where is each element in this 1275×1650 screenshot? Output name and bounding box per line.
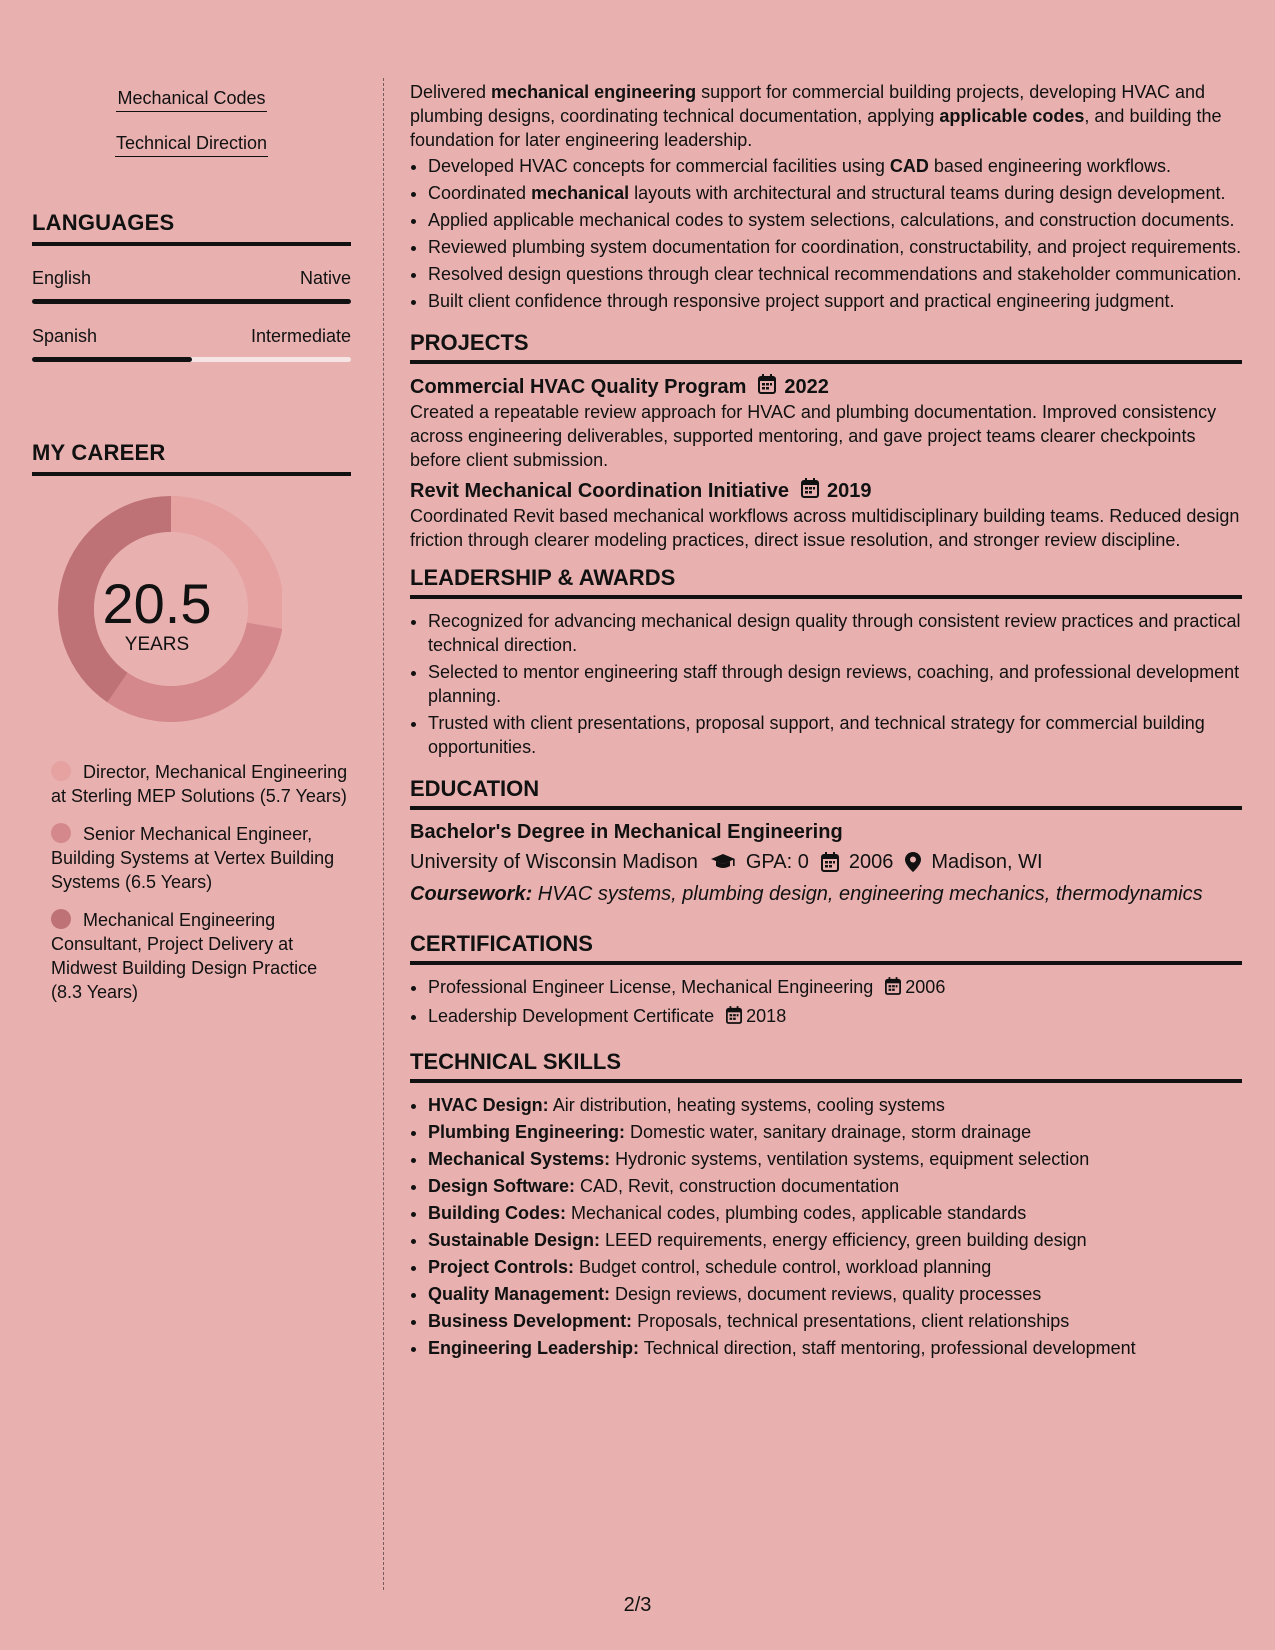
skill-tag: Technical Direction <box>115 133 268 157</box>
bullet-text: based engineering workflows. <box>928 156 1171 176</box>
bullet-text: Reviewed plumbing system documentation for coordination, constructability, and project requirements. <box>428 237 1242 257</box>
career-item <box>51 822 351 894</box>
summary-text: , and building the foundation for later engineering leadership. <box>410 106 1222 150</box>
career-item <box>51 908 351 1004</box>
career-item-text: Senior Mechanical Engineer, Building Systems at Vertex Building Systems (6.5 Years) <box>51 824 335 892</box>
bullet-text: Developed HVAC concepts for commercial facilities using <box>428 156 890 176</box>
bullet-bold: CAD <box>889 156 929 176</box>
career-title: MY CAREER <box>32 440 351 476</box>
skill-label: Quality Management: <box>428 1284 611 1304</box>
experience-bullet <box>428 262 1242 286</box>
skill-value: Proposals, technical presentations, client relationships <box>632 1311 1070 1331</box>
project-year: 2019 <box>826 480 872 502</box>
skill-tag: Mechanical Codes <box>116 88 266 112</box>
leadership-item: • Selected to mentor engineering staff through design reviews, coaching, and professional development planning. <box>428 660 1242 708</box>
career-item <box>51 760 351 808</box>
education-degree: Bachelor's Degree in Mechanical Engineering <box>410 821 843 843</box>
bullet-text: Coordinated <box>428 183 532 203</box>
technical-skills-list <box>410 1093 1242 1360</box>
career-list <box>32 760 351 1004</box>
skill-tags <box>32 78 351 168</box>
skill-value: Domestic water, sanitary drainage, storm drainage <box>625 1122 1032 1142</box>
skill-value: Hydronic systems, ventilation systems, equipment selection <box>610 1149 1090 1169</box>
skill-value: Mechanical codes, plumbing codes, applicable standards <box>566 1203 1027 1223</box>
calendar-icon <box>821 852 839 872</box>
education-details <box>410 850 1242 874</box>
project-name: Revit Mechanical Coordination Initiative <box>410 480 789 502</box>
skill-value: Air distribution, heating systems, cooling systems <box>548 1095 945 1115</box>
project-item <box>410 374 1242 472</box>
language-spanish <box>32 326 351 362</box>
project-description: Created a repeatable review approach for HVAC and plumbing documentation. Improved consistency across engineering deliverables, supported mentoring, and gave project teams clearer checkpoints before client submission. <box>410 402 1217 470</box>
education-location: Madison, WI <box>931 851 1043 873</box>
bullet-bold: mechanical <box>531 183 630 203</box>
skill-label: Business Development: <box>428 1311 633 1331</box>
skill-value: Budget control, schedule control, workload planning <box>574 1257 992 1277</box>
language-bar-fill <box>32 299 351 304</box>
projects-title: PROJECTS <box>410 331 1242 364</box>
technical-skill-item <box>428 1174 1242 1198</box>
summary-text: Delivered <box>410 82 492 102</box>
experience-bullet <box>428 208 1242 232</box>
career-item-text: Director, Mechanical Engineering at Sterling MEP Solutions (5.7 Years) <box>51 762 348 806</box>
calendar-icon <box>726 1006 742 1030</box>
coursework-text: HVAC systems, plumbing design, engineering mechanics, thermodynamics <box>532 883 1203 905</box>
technical-skill-item <box>428 1147 1242 1171</box>
certification-year: 2018 <box>746 1006 787 1026</box>
career-total: 20.5 <box>102 572 212 635</box>
summary-text: support for commercial building projects, developing HVAC and plumbing designs, coordinating technical documentation, applying <box>410 82 1206 126</box>
right-column <box>410 80 1242 1363</box>
career-donut <box>32 496 352 736</box>
skill-label: Project Controls: <box>428 1257 575 1277</box>
bullet-text: Applied applicable mechanical codes to system selections, calculations, and construction documents. <box>428 210 1235 230</box>
experience-bullet <box>428 154 1242 178</box>
languages-title: LANGUAGES <box>32 210 351 246</box>
certification-name: Leadership Development Certificate <box>428 1006 715 1026</box>
language-name: Spanish <box>32 326 98 346</box>
project-year: 2022 <box>784 376 829 398</box>
experience-bullets <box>410 154 1242 313</box>
skill-label: Design Software: <box>428 1176 576 1196</box>
technical-skill-item <box>428 1309 1242 1333</box>
certification-item <box>428 975 1242 1001</box>
leadership-item: • Trusted with client presentations, proposal support, and technical strategy for commercial building opportunities. <box>428 711 1242 759</box>
technical-skill-item <box>428 1255 1242 1279</box>
technical-skills-title: TECHNICAL SKILLS <box>410 1050 1242 1083</box>
leadership-list <box>410 609 1242 759</box>
technical-skill-item <box>428 1282 1242 1306</box>
career-dot-icon <box>51 761 71 781</box>
calendar-icon <box>801 478 819 504</box>
skill-value: CAD, Revit, construction documentation <box>575 1176 900 1196</box>
calendar-icon <box>758 374 776 400</box>
bullet-text: Built client confidence through responsive project support and practical engineering judgment. <box>428 291 1175 311</box>
certifications-title: CERTIFICATIONS <box>410 932 1242 965</box>
technical-skill-item <box>428 1201 1242 1225</box>
page-number: 2/3 <box>623 1594 652 1616</box>
education-school: University of Wisconsin Madison <box>410 851 698 873</box>
experience-bullet <box>428 181 1242 205</box>
career-dot-icon <box>51 823 71 843</box>
technical-skill-item <box>428 1093 1242 1117</box>
location-pin-icon <box>905 852 921 872</box>
leadership-title: LEADERSHIP & AWARDS <box>410 566 1242 599</box>
coursework-label: Coursework: <box>410 883 533 905</box>
left-column <box>32 78 351 1018</box>
calendar-icon <box>885 977 901 1001</box>
column-divider <box>383 78 384 1590</box>
bullet-text: layouts with architectural and structural teams during design development. <box>629 183 1226 203</box>
skill-value: LEED requirements, energy efficiency, green building design <box>600 1230 1087 1250</box>
graduation-cap-icon <box>710 853 736 871</box>
skill-value: Design reviews, document reviews, quality processes <box>610 1284 1042 1304</box>
language-bar <box>32 299 351 304</box>
experience-bullet <box>428 289 1242 313</box>
language-bar <box>32 357 351 362</box>
skill-label: Mechanical Systems: <box>428 1149 611 1169</box>
leadership-item: • Recognized for advancing mechanical design quality through consistent review practices and practical technical direction. <box>428 609 1242 657</box>
career-dot-icon <box>51 909 71 929</box>
project-item <box>410 478 1242 552</box>
certification-item <box>428 1004 1242 1030</box>
experience-summary <box>410 80 1242 152</box>
skill-label: Plumbing Engineering: <box>428 1122 625 1142</box>
summary-bold: applicable codes <box>939 106 1085 126</box>
bullet-text: Resolved design questions through clear technical recommendations and stakeholder communication. <box>428 264 1242 284</box>
language-english <box>32 268 351 304</box>
experience-bullet <box>428 235 1242 259</box>
language-bar-fill <box>32 357 192 362</box>
education-title: EDUCATION <box>410 777 1242 810</box>
project-name: Commercial HVAC Quality Program <box>410 376 747 398</box>
technical-skill-item <box>428 1120 1242 1144</box>
summary-bold: mechanical engineering <box>491 82 697 102</box>
technical-skill-item <box>428 1228 1242 1252</box>
language-name: English <box>32 268 92 288</box>
skill-value: Technical direction, staff mentoring, professional development <box>639 1338 1136 1358</box>
language-level: Native <box>299 268 351 288</box>
project-description: Coordinated Revit based mechanical workflows across multidisciplinary building teams. Reduced design friction through clearer modeling practices, direct issue resolution, and stronger review discipline. <box>410 506 1240 550</box>
certification-name: Professional Engineer License, Mechanical Engineering <box>428 977 874 997</box>
education-year: 2006 <box>848 851 894 873</box>
language-level: Intermediate <box>250 326 351 346</box>
education-gpa: GPA: 0 <box>745 851 809 873</box>
career-unit: YEARS <box>124 634 190 655</box>
education-coursework <box>410 882 1242 906</box>
career-item-text: Mechanical Engineering Consultant, Project Delivery at Midwest Building Design Practice (8.3 Years) <box>51 910 318 1002</box>
skill-label: Building Codes: <box>428 1203 566 1223</box>
skill-label: Engineering Leadership: <box>428 1338 640 1358</box>
certification-year: 2006 <box>905 977 946 997</box>
technical-skill-item <box>428 1336 1242 1360</box>
skill-label: Sustainable Design: <box>428 1230 601 1250</box>
certifications-list <box>410 975 1242 1030</box>
skill-label: HVAC Design: <box>428 1095 549 1115</box>
